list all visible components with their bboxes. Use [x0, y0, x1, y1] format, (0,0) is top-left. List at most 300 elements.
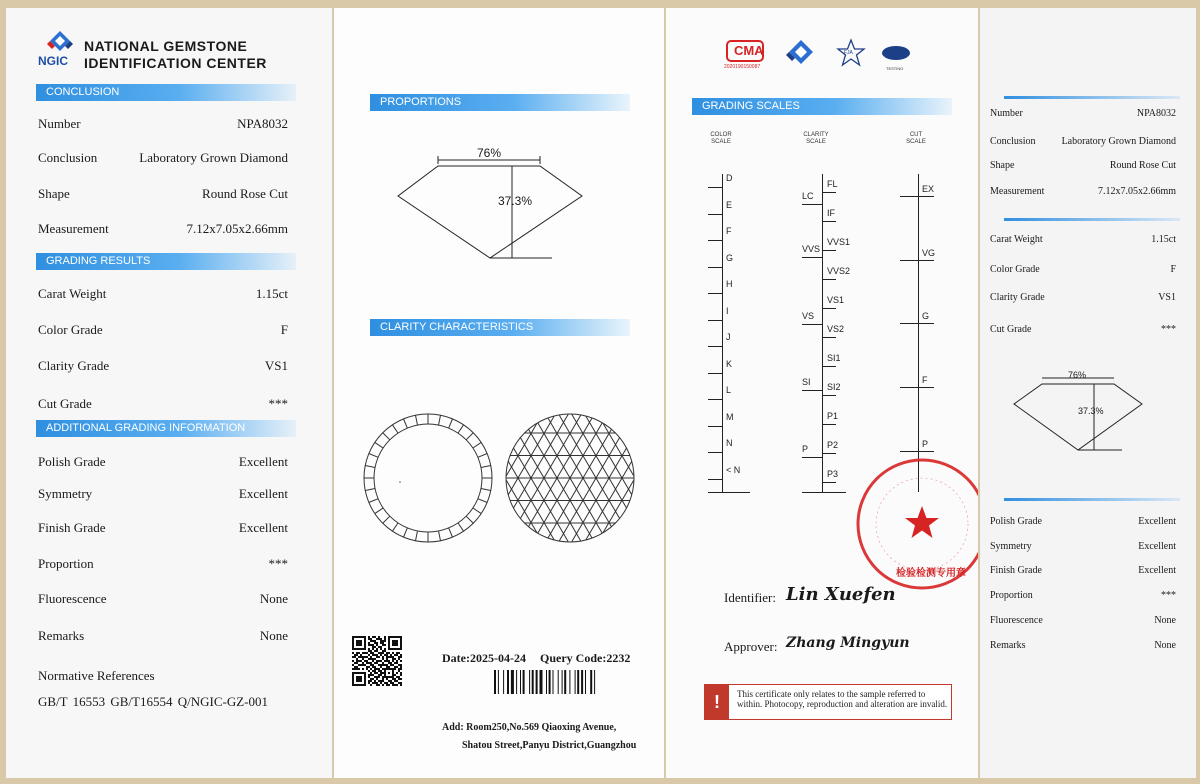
clarity-grade-tick — [822, 308, 836, 309]
qr-module — [364, 648, 366, 650]
crown-facet-line — [478, 454, 487, 458]
crown-facet-line — [439, 415, 441, 425]
clarity-grade-tick — [822, 424, 836, 425]
qr-module — [374, 658, 376, 660]
qr-module — [362, 662, 364, 664]
additional-item-label: Proportion — [38, 556, 94, 571]
clarity-grade-label: VVS1 — [827, 237, 851, 248]
barcode-bar — [577, 670, 579, 694]
color-scale-base — [708, 492, 750, 493]
qr-module — [388, 646, 390, 648]
conclusion-item-row — [6, 221, 332, 239]
additional-item-label: Remarks — [38, 628, 85, 643]
qr-module — [394, 662, 396, 664]
qr-module — [378, 646, 380, 648]
qr-module — [376, 678, 378, 680]
qr-module — [396, 684, 398, 686]
qr-module — [384, 650, 386, 652]
qr-module — [364, 652, 366, 654]
qr-module — [372, 674, 374, 676]
summary-item-row — [980, 108, 1196, 126]
color-grade-tick — [708, 399, 722, 400]
qr-module — [382, 662, 384, 664]
panel-grading-scales — [666, 8, 978, 778]
qr-module — [352, 660, 354, 662]
summary-item-label: Carat Weight — [990, 234, 1043, 245]
summary-item-label: Polish Grade — [990, 516, 1042, 527]
qr-module — [356, 636, 358, 638]
additional-item-row — [6, 486, 332, 504]
qr-module — [388, 656, 390, 658]
qr-module — [376, 650, 378, 652]
qr-module — [400, 638, 402, 640]
qr-module — [368, 682, 370, 684]
qr-module — [358, 664, 360, 666]
qr-module — [374, 668, 376, 670]
qr-module — [360, 640, 362, 642]
color-grade-label: H — [726, 279, 733, 290]
qr-module — [378, 680, 380, 682]
crown-facet-line — [449, 419, 453, 428]
crown-facet-line — [369, 499, 378, 503]
color-grade-label: D — [726, 173, 733, 184]
qr-module — [380, 654, 382, 656]
cut-grade-label: P — [922, 438, 929, 449]
qr-module — [356, 658, 358, 660]
qr-module — [396, 644, 398, 646]
testing-badge-icon — [880, 44, 912, 62]
clarity-group-label: SI — [802, 377, 811, 388]
qr-module — [400, 648, 402, 650]
qr-module — [358, 640, 360, 642]
color-grade-label: E — [726, 199, 733, 210]
summary-item-row — [980, 264, 1196, 282]
qr-module — [370, 658, 372, 660]
conclusion-item-label: Measurement — [38, 221, 109, 236]
qr-module — [378, 676, 380, 678]
qr-module — [392, 656, 394, 658]
summary-item-row — [980, 136, 1196, 154]
clarity-plot-crown — [360, 410, 496, 546]
qr-module — [382, 668, 384, 670]
qr-module — [358, 642, 360, 644]
qr-module — [382, 676, 384, 678]
qr-module — [370, 638, 372, 640]
summary-rule-top — [1004, 96, 1180, 99]
grading-item-row — [6, 322, 332, 340]
qr-module — [378, 664, 380, 666]
cut-scale-axis — [918, 174, 919, 492]
qr-module — [382, 672, 384, 674]
grading-scales-bar: GRADING SCALES — [692, 98, 952, 115]
clarity-grade-tick — [822, 221, 836, 222]
qr-module — [364, 660, 366, 662]
summary-item-label: Number — [990, 108, 1023, 119]
qr-module — [368, 670, 370, 672]
qr-module — [388, 676, 390, 678]
qr-module — [356, 654, 358, 656]
additional-section-bar: ADDITIONAL GRADING INFORMATION — [36, 420, 296, 437]
barcode-bar — [562, 670, 563, 694]
barcode-bar — [516, 670, 517, 694]
clarity-grade-label: IF — [827, 208, 835, 219]
summary-item-label: Fluorescence — [990, 615, 1043, 626]
approver-label: Approver: — [724, 639, 778, 654]
crown-facet-line — [369, 454, 378, 458]
cut-grade-tick — [900, 387, 934, 388]
additional-item-value: Excellent — [238, 454, 288, 469]
qr-module — [364, 678, 366, 680]
qr-module — [364, 646, 366, 648]
barcode-bar — [536, 670, 538, 694]
qr-module — [378, 638, 380, 640]
qr-module — [382, 684, 384, 686]
qr-module — [374, 680, 376, 682]
qr-module — [382, 640, 384, 642]
clarity-grade-tick — [822, 192, 836, 193]
qr-module — [360, 642, 362, 644]
clarity-characteristics-bar: CLARITY CHARACTERISTICS — [370, 319, 630, 336]
summary-rule-mid — [1004, 218, 1180, 221]
qr-module — [360, 676, 362, 678]
qr-module — [390, 662, 392, 664]
qr-module — [394, 636, 396, 638]
notice-text: This certificate only relates to the sample referred to within. Photocopy, reproduction and alteration are invalid. — [737, 689, 948, 709]
qr-module — [396, 636, 398, 638]
crown-facet-line — [466, 516, 473, 523]
org-abbr: NGIC — [38, 54, 68, 68]
qr-module — [362, 684, 364, 686]
barcode-bar — [590, 670, 592, 694]
color-grade-label: F — [726, 226, 732, 237]
qr-module — [398, 682, 400, 684]
qr-module — [392, 684, 394, 686]
qr-module — [398, 636, 400, 638]
qr-module — [380, 640, 382, 642]
color-grade-label: G — [726, 252, 734, 263]
qr-module — [382, 680, 384, 682]
qr-module — [382, 664, 384, 666]
summary-item-row — [980, 516, 1196, 534]
qr-module — [372, 652, 374, 654]
qr-module — [372, 664, 374, 666]
clarity-grade-tick — [822, 279, 836, 280]
qr-module — [396, 642, 398, 644]
cut-grade-tick — [900, 196, 934, 197]
qr-module — [376, 642, 378, 644]
qr-module — [400, 664, 402, 666]
qr-module — [372, 666, 374, 668]
qr-module — [372, 660, 374, 662]
conclusion-item-row — [6, 150, 332, 168]
barcode-bar — [553, 670, 554, 694]
qr-module — [352, 682, 354, 684]
qr-module — [370, 672, 372, 674]
barcode-bar — [564, 670, 566, 694]
clarity-group-tick — [802, 457, 822, 458]
clarity-scale-title: CLARITY SCALE — [803, 132, 829, 145]
clarity-grade-tick — [822, 337, 836, 338]
testing-label: TESTING — [886, 66, 904, 71]
summary-item-row — [980, 640, 1196, 658]
qr-module — [388, 660, 390, 662]
summary-item-row — [980, 186, 1196, 204]
summary-item-value: F — [1170, 264, 1176, 275]
qr-module — [354, 656, 356, 658]
qr-module — [378, 656, 380, 658]
qr-module — [356, 666, 358, 668]
qr-module — [368, 658, 370, 660]
qr-module — [392, 660, 394, 662]
barcode-bar — [520, 670, 521, 694]
qr-module — [366, 662, 368, 664]
qr-module — [368, 654, 370, 656]
qr-module — [352, 684, 354, 686]
qr-module — [374, 654, 376, 656]
qr-module — [376, 676, 378, 678]
clarity-grade-label: VS2 — [827, 324, 845, 334]
qr-module — [380, 680, 382, 682]
crown-facet-line — [383, 516, 390, 523]
qr-module — [370, 640, 372, 642]
qr-module — [356, 672, 358, 674]
qr-module — [368, 644, 370, 646]
barcode-bar — [546, 670, 547, 694]
summary-item-row — [980, 615, 1196, 633]
qr-module — [358, 648, 360, 650]
color-grade-tick — [708, 240, 722, 241]
org-name — [84, 38, 267, 72]
crown-facet-line — [416, 531, 418, 541]
color-scale-title: COLOR SCALE — [710, 132, 732, 145]
qr-module — [362, 656, 364, 658]
qr-module — [356, 648, 358, 650]
qr-module — [396, 680, 398, 682]
cut-grade-label: VG — [922, 247, 936, 258]
qr-module — [352, 646, 354, 648]
qr-module — [380, 648, 382, 650]
qr-module — [360, 644, 362, 646]
qr-module — [378, 668, 380, 670]
summary-item-value: Excellent — [1138, 541, 1176, 552]
qr-module — [356, 678, 358, 680]
qr-module — [398, 648, 400, 650]
qr-module — [354, 662, 356, 664]
grading-item-label: Color Grade — [38, 322, 103, 337]
qr-module — [382, 652, 384, 654]
qr-module — [356, 642, 358, 644]
additional-item-row — [6, 591, 332, 609]
qr-module — [400, 644, 402, 646]
qr-module — [388, 680, 390, 682]
qr-module — [400, 674, 402, 676]
additional-item-value: Excellent — [238, 486, 288, 501]
qr-module — [388, 648, 390, 650]
summary-item-row — [980, 541, 1196, 559]
summary-item-value: Round Rose Cut — [1109, 160, 1176, 171]
crown-facet-line — [478, 499, 487, 503]
qr-module — [368, 642, 370, 644]
qr-module — [374, 682, 376, 684]
summary-item-label: Cut Grade — [990, 324, 1032, 335]
qr-module — [374, 650, 376, 652]
qr-module — [372, 678, 374, 680]
grading-item-value: VS1 — [264, 358, 288, 373]
qr-module — [354, 668, 356, 670]
qr-module — [400, 672, 402, 674]
clarity-grade-label: SI2 — [827, 381, 841, 392]
qr-module — [360, 660, 362, 662]
qr-module — [380, 660, 382, 662]
qr-module — [364, 636, 366, 638]
qr-module — [386, 652, 388, 654]
barcode-bar — [507, 670, 509, 694]
qr-module — [394, 648, 396, 650]
qr-module — [368, 636, 370, 638]
qr-module — [392, 672, 394, 674]
qr-module — [380, 672, 382, 674]
address-line2: Shatou Street,Panyu District,Guangzhou — [462, 740, 637, 751]
qr-module — [376, 654, 378, 656]
qr-module — [378, 670, 380, 672]
qr-module — [386, 682, 388, 684]
qr-module — [356, 676, 358, 678]
qr-module — [352, 652, 354, 654]
qr-module — [400, 682, 402, 684]
qr-module — [400, 646, 402, 648]
color-scale-axis — [722, 174, 723, 492]
barcode-bar — [569, 670, 570, 694]
qr-module — [352, 678, 354, 680]
clarity-grade-label: VVS2 — [827, 266, 851, 277]
barcode-bar — [503, 670, 504, 694]
summary-item-value: *** — [1161, 590, 1176, 601]
qr-module — [380, 638, 382, 640]
proportions-diagram — [392, 146, 602, 266]
cut-scale-title: CUT SCALE — [906, 132, 926, 145]
normative-title: Normative References — [38, 668, 155, 683]
qr-module — [392, 640, 394, 642]
qr-module — [392, 674, 394, 676]
qr-module — [376, 638, 378, 640]
clarity-group-label: LC — [802, 191, 814, 202]
clarity-group-label: P — [802, 444, 809, 455]
qr-module — [386, 658, 388, 660]
qr-module — [356, 680, 358, 682]
qr-module — [370, 664, 372, 666]
color-grade-tick — [708, 346, 722, 347]
qr-module — [352, 644, 354, 646]
qr-module — [360, 664, 362, 666]
summary-item-label: Clarity Grade — [990, 292, 1045, 303]
qr-module — [396, 652, 398, 654]
qr-module — [386, 668, 388, 670]
crown-facet-line — [383, 433, 390, 440]
conclusion-item-label: Shape — [38, 186, 70, 201]
additional-item-value: None — [259, 591, 288, 606]
qr-module — [362, 672, 364, 674]
grading-item-label: Cut Grade — [38, 396, 92, 411]
qr-module — [356, 662, 358, 664]
qr-module — [384, 636, 386, 638]
color-grade-label: K — [726, 358, 733, 369]
qr-module — [364, 676, 366, 678]
qr-module — [364, 656, 366, 658]
qr-module — [374, 676, 376, 678]
qr-module — [388, 684, 390, 686]
qr-module — [364, 640, 366, 642]
qr-module — [352, 668, 354, 670]
clarity-grade-label: VS1 — [827, 295, 845, 306]
crown-facet-line — [365, 466, 375, 468]
barcode-bar — [498, 670, 499, 694]
qr-module — [384, 664, 386, 666]
qr-module — [394, 684, 396, 686]
qr-module — [388, 662, 390, 664]
color-grade-label: J — [726, 332, 731, 343]
crown-facet-line — [404, 419, 408, 428]
conclusion-section-bar: CONCLUSION — [36, 84, 296, 101]
crown-facet-line — [375, 442, 383, 448]
panel-summary — [980, 8, 1196, 778]
qr-module — [400, 660, 402, 662]
qr-module — [380, 642, 382, 644]
qr-module — [396, 662, 398, 664]
qr-module — [364, 644, 366, 646]
qr-module — [378, 636, 380, 638]
color-grade-label: < N — [726, 464, 741, 475]
crown-facet-line — [404, 528, 408, 537]
clarity-group-tick — [802, 204, 822, 205]
qr-module — [396, 640, 398, 642]
crown-facet-line — [365, 489, 375, 491]
clarity-grade-label: SI1 — [827, 352, 841, 363]
qr-module — [394, 644, 396, 646]
qr-module — [388, 636, 390, 638]
summary-item-label: Remarks — [990, 640, 1026, 651]
qr-module — [394, 640, 396, 642]
report-date: Date:2025-04-24 — [442, 651, 526, 665]
qr-module — [386, 684, 388, 686]
qr-module — [374, 666, 376, 668]
qr-module — [370, 650, 372, 652]
qr-module — [400, 666, 402, 668]
qr-module — [366, 656, 368, 658]
summary-item-row — [980, 234, 1196, 252]
qr-module — [374, 662, 376, 664]
summary-rule-bottom — [1004, 498, 1180, 501]
grading-item-row — [6, 358, 332, 376]
conclusion-item-row — [6, 116, 332, 134]
table-percentage: 76% — [477, 146, 502, 160]
qr-module — [354, 648, 356, 650]
clarity-group-tick — [802, 324, 822, 325]
grading-item-row — [6, 286, 332, 304]
crown-facet-line — [466, 433, 473, 440]
qr-module — [352, 676, 354, 678]
qr-module — [394, 658, 396, 660]
barcode-bar — [585, 670, 586, 694]
qr-module — [374, 642, 376, 644]
qr-module — [392, 644, 394, 646]
qr-module — [358, 656, 360, 658]
cut-grade-label: G — [922, 311, 930, 322]
color-grade-tick — [708, 426, 722, 427]
qr-module — [358, 672, 360, 674]
qr-module — [360, 648, 362, 650]
crown-facet-line — [439, 531, 441, 541]
qr-module — [390, 668, 392, 670]
